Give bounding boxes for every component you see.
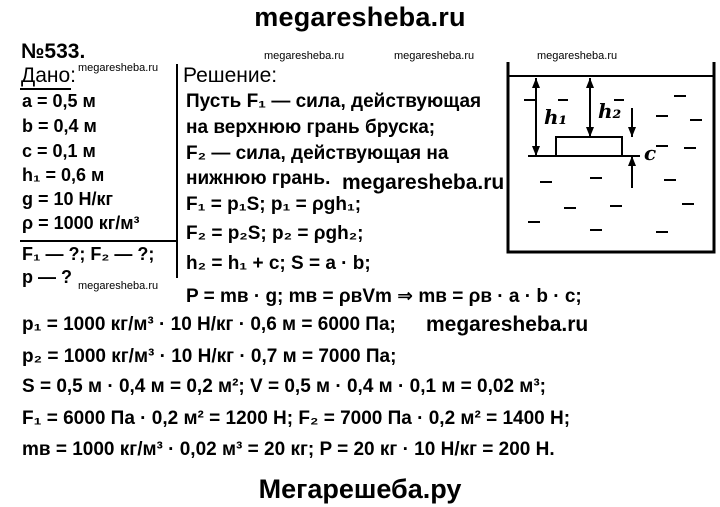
find-forces: F₁ — ?; F₂ — ?;	[22, 244, 155, 264]
h2-arrowhead-top	[586, 78, 594, 88]
c-arrowhead-top	[628, 127, 636, 137]
computation-line: P = mв · g; mв = ρвVm ⇒ mв = ρв · a · b · c;	[186, 286, 582, 307]
computation-line: p₁ = 1000 кг/м³ · 10 Н/кг · 0,6 м = 6000 Па;	[22, 314, 396, 335]
computation-line: S = 0,5 м · 0,4 м = 0,2 м²; V = 0,5 м · 0,4 м · 0,1 м = 0,02 м³;	[22, 376, 546, 397]
given-g: g = 10 Н/кг	[22, 189, 114, 209]
watermark: megaresheba.ru	[78, 280, 159, 292]
watermark: megaresheba.ru	[264, 50, 345, 62]
solution-text-line: на верхнюю грань бруска;	[186, 117, 436, 138]
given-underline	[20, 88, 71, 90]
find-pressure: p — ?	[22, 267, 72, 287]
given-title: Дано:	[21, 64, 77, 87]
problem-number: №533.	[21, 40, 86, 63]
h2-label: h₂	[598, 99, 622, 123]
h1-arrowhead-top	[532, 78, 540, 88]
given-a: a = 0,5 м	[22, 91, 96, 111]
site-footer: Мегарешеба.ру	[258, 474, 462, 504]
h2-arrowhead-bottom	[586, 127, 594, 137]
given-rho: ρ = 1000 кг/м³	[22, 213, 140, 233]
h1-arrowhead-bottom	[532, 146, 540, 156]
site-title: megaresheba.ru	[254, 2, 466, 32]
solution-text-line: нижнюю грань.	[186, 168, 331, 189]
watermark: megaresheba.ru	[537, 50, 618, 62]
watermark-large: megaresheba.ru	[426, 313, 589, 336]
watermark: megaresheba.ru	[394, 50, 475, 62]
given-c: c = 0,1 м	[22, 141, 96, 161]
solution-text-line: F₂ — сила, действующая на	[186, 143, 449, 164]
given-separator	[176, 64, 178, 278]
computation-line: mв = 1000 кг/м³ · 0,02 м³ = 20 кг; P = 20 кг · 10 Н/кг = 200 Н.	[22, 439, 555, 460]
computation-line: F₁ = 6000 Па · 0,2 м² = 1200 Н; F₂ = 7000 Па · 0,2 м² = 1400 Н;	[22, 408, 571, 429]
given-b: b = 0,4 м	[22, 116, 97, 136]
find-separator	[20, 240, 176, 242]
c-arrowhead-bottom	[628, 156, 636, 166]
given-h1: h₁ = 0,6 м	[22, 165, 105, 185]
vessel-diagram	[506, 62, 716, 254]
h1-label: h₁	[544, 105, 568, 129]
computation-line: p₂ = 1000 кг/м³ · 10 Н/кг · 0,7 м = 7000 Па;	[22, 346, 397, 367]
solution-title: Решение:	[183, 64, 278, 87]
formula-h2: h₂ = h₁ + c; S = a · b;	[186, 253, 371, 274]
formula-f1: F₁ = p₁S; p₁ = ρgh₁;	[186, 194, 362, 215]
c-label: c	[644, 141, 657, 165]
watermark: megaresheba.ru	[78, 62, 159, 74]
watermark-large: megaresheba.ru	[342, 171, 505, 194]
block	[556, 137, 622, 156]
solution-text-line: Пусть F₁ — сила, действующая	[186, 91, 482, 112]
formula-f2: F₂ = p₂S; p₂ = ρgh₂;	[186, 223, 364, 244]
